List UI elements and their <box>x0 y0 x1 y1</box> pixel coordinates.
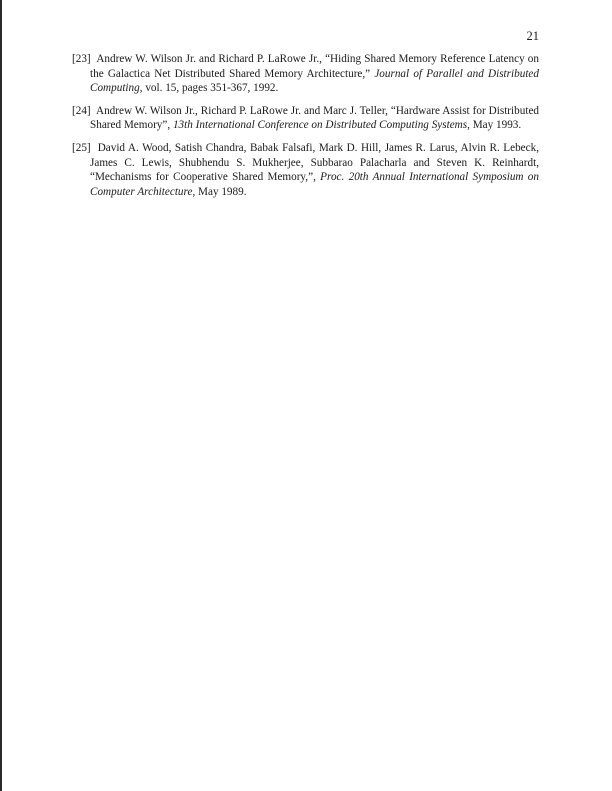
reference-label: [24] <box>72 104 91 117</box>
reference-25 <box>72 141 539 199</box>
reference-details: , May 1993. <box>467 119 522 132</box>
reference-label: [25] <box>72 141 91 154</box>
reference-venue: Proc. 20th Annual International Symposium on Computer Architecture <box>90 171 539 198</box>
reference-label: [23] <box>72 53 91 65</box>
reference-23 <box>72 52 539 96</box>
reference-details: , vol. 15, pages 351-367, 1992. <box>139 82 279 95</box>
reference-list <box>72 52 539 207</box>
reference-24 <box>72 104 539 133</box>
reference-venue: 13th International Conference on Distributed Computing Systems <box>172 119 468 132</box>
reference-authors: David A. Wood, Satish Chandra, Babak Falsafi, Mark D. Hill, James R. Larus, Alvin R. Lebeck, James C. Lewis, Shubhendu S. Mukherjee, Subbarao Palacharla and Steven K. Reinhardt, <box>90 141 540 169</box>
reference-details: , May 1989. <box>192 185 247 198</box>
reference-venue: Journal of Parallel and Distributed Computing <box>90 67 539 95</box>
page-number: 21 <box>526 29 539 43</box>
reference-authors: Andrew W. Wilson Jr. and Richard P. LaRowe Jr., <box>96 53 326 65</box>
reference-title: “Hiding Shared Memory Reference Latency on the Galactica Net Distributed Shared Memory Architecture,” <box>90 53 539 80</box>
reference-title: “Mechanisms for Cooperative Shared Memory,”, <box>90 171 321 184</box>
reference-title: “Hardware Assist for Distributed Shared Memory”, <box>90 104 539 132</box>
page-edge-border <box>0 0 2 791</box>
reference-authors: Andrew W. Wilson Jr., Richard P. LaRowe Jr. and Marc J. Teller, <box>95 104 391 117</box>
